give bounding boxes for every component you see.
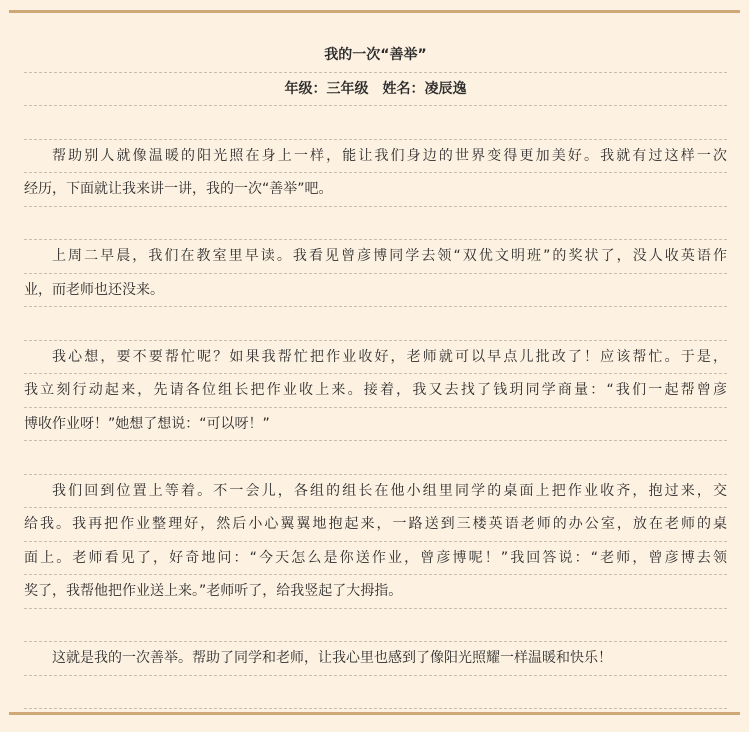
paragraph-line: 我心想，要不要帮忙呢？如果我帮忙把作业收好，老师就可以早点儿批改了！应该帮忙。于是， bbox=[24, 341, 727, 375]
paragraph-line: 我们回到位置上等着。不一会儿，各组的组长在他小组里同学的桌面上把作业收齐，抱过来，交 bbox=[24, 475, 727, 509]
blank-line bbox=[24, 609, 727, 643]
essay-content bbox=[24, 39, 727, 709]
essay-title: 我的一次“善举” bbox=[24, 39, 727, 73]
bottom-border bbox=[9, 712, 740, 715]
paragraph-line: 给我。我再把作业整理好，然后小心翼翼地抱起来，一路送到三楼英语老师的办公室，放在老师的桌 bbox=[24, 508, 727, 542]
paragraph-line: 帮助别人就像温暖的阳光照在身上一样，能让我们身边的世界变得更加美好。我就有过这样一次 bbox=[24, 140, 727, 174]
blank-line bbox=[24, 207, 727, 241]
blank-line bbox=[24, 307, 727, 341]
paragraph-line: 业，而老师也还没来。 bbox=[24, 274, 727, 308]
paragraph-line: 博收作业呀！”她想了想说：“可以呀！” bbox=[24, 408, 727, 442]
paragraph-line: 经历，下面就让我来讲一讲，我的一次“善举”吧。 bbox=[24, 173, 727, 207]
top-border bbox=[9, 10, 740, 13]
blank-line bbox=[24, 441, 727, 475]
paragraph-line: 奖了，我帮他把作业送上来。”老师听了，给我竖起了大拇指。 bbox=[24, 575, 727, 609]
essay-meta: 年级：三年级 姓名：凌辰逸 bbox=[24, 73, 727, 107]
paragraph-line: 我立刻行动起来，先请各位组长把作业收上来。接着，我又去找了钱玥同学商量：“我们一起帮曾彦 bbox=[24, 374, 727, 408]
paragraph-line: 这就是我的一次善举。帮助了同学和老师，让我心里也感到了像阳光照耀一样温暖和快乐！ bbox=[24, 642, 727, 676]
blank-line bbox=[24, 106, 727, 140]
blank-line bbox=[24, 676, 727, 710]
paragraph-line: 上周二早晨，我们在教室里早读。我看见曾彦博同学去领“双优文明班”的奖状了，没人收英语作 bbox=[24, 240, 727, 274]
paragraph-line: 面上。老师看见了，好奇地问：“今天怎么是你送作业，曾彦博呢！”我回答说：“老师，曾彦博去领 bbox=[24, 542, 727, 576]
